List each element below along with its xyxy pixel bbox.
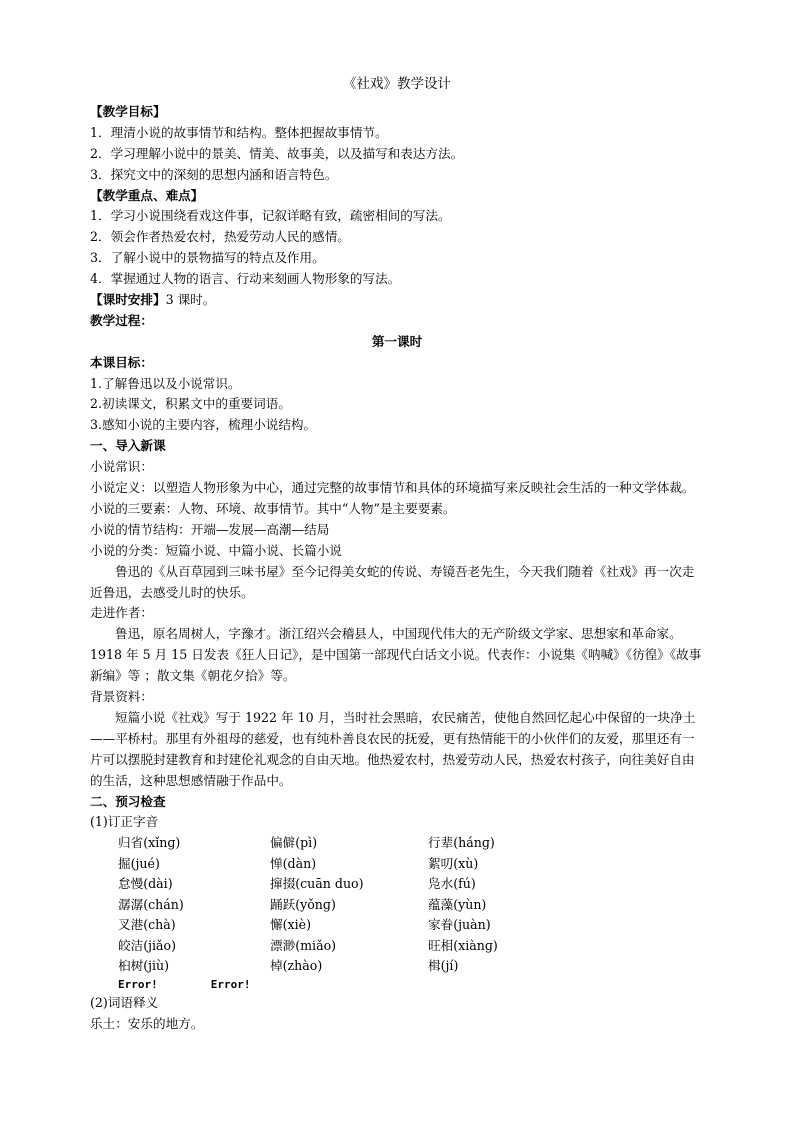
paragraph: 小说定义：以塑造人物形象为中心，通过完整的故事情节和具体的环境描写来反映社会生活的一种文学体裁。 (90, 480, 695, 496)
schedule-line (90, 290, 704, 311)
author-works-paragraph: 1918 年 5 月 15 日发表《狂人日记》，是中国第一部现代白话文小说。代表作：小说集《呐喊》《彷徨》《故事新编》等 ；散文集《朝花夕拾》等。 (90, 647, 702, 684)
pinyin-row (90, 874, 704, 895)
pinyin-cell: 漂渺(miǎo) (270, 937, 337, 953)
schedule-value: 3 课时。 (165, 292, 216, 308)
vocab-heading: (2)词语释义 (90, 994, 159, 1010)
pinyin-cell: 棹(zhào) (270, 958, 323, 974)
intro-paragraph: 鲁迅的《从百草园到三味书屋》至今记得美女蛇的传说、寿镜吾老先生，今天我们随着《社戏》再一次走近鲁迅，去感受儿时的快乐。 (90, 563, 695, 600)
pinyin-cell: 家眷(juàn) (428, 917, 491, 933)
objectives-heading: 本课目标： (90, 354, 153, 370)
pinyin-cell: 归省(xǐnɡ) (118, 835, 181, 851)
objective-item: 2.初读课文，积累文中的重要词语。 (90, 396, 291, 412)
paragraph: 小说的分类：短篇小说、中篇小说、长篇小说 (90, 542, 342, 558)
pinyin-cell: 叉港(chà) (118, 917, 176, 933)
focus-item: 1．学习小说围绕看戏这件事，记叙详略有致，疏密相间的写法。 (90, 208, 451, 224)
pinyin-cell: 掘(jué) (118, 855, 160, 871)
pinyin-cell: 皎洁(jiǎo) (118, 937, 177, 953)
pinyin-cell: 行辈(hánɡ) (428, 835, 495, 851)
section-heading-schedule: 【课时安排】 (90, 292, 166, 308)
objective-item: 3.感知小说的主要内容，梳理小说结构。 (90, 417, 317, 433)
pinyin-row (90, 915, 704, 936)
pinyin-cell: 蕴藻(yùn) (428, 896, 487, 912)
pinyin-cell: 惮(dàn) (270, 855, 317, 871)
document-title: 《社戏》教学设计 (343, 76, 451, 92)
section-heading-goals: 【教学目标】 (90, 104, 166, 119)
lesson-heading: 第一课时 (371, 333, 423, 349)
background-paragraph: 短篇小说《社戏》写于 1922 年 10 月，当时社会黑暗，农民痛苦，使他自然回忆起心中保留的一块净土——平桥村。那里有外祖母的慈爱，也有纯朴善良农民的抚爱，更有热情能干的小伙伴们的友爱，那里还有一片可以摆脱封建教育和封建伦礼观念的自由天地。他热爱农村，热爱劳动人民，热爱农村孩子，向往美好自由的生活，这种思想感情融于作品中。 (90, 709, 696, 788)
pinyin-cell: 凫水(fú) (428, 876, 476, 892)
pinyin-row (90, 936, 704, 957)
pinyin-row (90, 833, 704, 854)
focus-item: 2．领会作者热爱农村，热爱劳动人民的感情。 (90, 229, 350, 245)
pinyin-cell: 懈(xiè) (270, 917, 312, 933)
pinyin-row (90, 895, 704, 916)
pinyin-heading: (1)订正字音 (90, 814, 159, 830)
paragraph: 小说常识： (90, 459, 153, 475)
section-heading-preview: 二、预习检查 (90, 793, 166, 809)
goal-item: 3．探究文中的深刻的思想内涵和语言特色。 (90, 166, 338, 182)
objective-item: 1.了解鲁迅以及小说常识。 (90, 375, 241, 391)
goal-item: 1．理清小说的故事情节和结构。整体把握故事情节。 (90, 124, 388, 140)
section-heading-focus: 【教学重点、难点】 (90, 187, 204, 203)
pinyin-cell: 踊跃(yǒnɡ) (270, 896, 336, 912)
background-heading: 背景资料： (90, 689, 153, 705)
author-heading: 走进作者： (90, 605, 153, 621)
goal-item: 2．学习理解小说中的景美、情美、故事美，以及描写和表达方法。 (90, 145, 464, 161)
focus-item: 3．了解小说中的景物描写的特点及作用。 (90, 250, 325, 266)
paragraph: 小说的情节结构：开端—发展—高潮—结局 (90, 521, 330, 537)
pinyin-cell: 楫(jí) (428, 958, 459, 974)
pinyin-cell: 旺相(xiànɡ) (428, 937, 498, 953)
focus-item: 4．掌握通过人物的语言、行动来刻画人物形象的写法。 (90, 271, 401, 287)
pinyin-cell: 怠慢(dài) (118, 876, 173, 892)
section-heading-process: 教学过程： (90, 312, 153, 328)
pinyin-row (90, 956, 704, 977)
pinyin-cell: 潺潺(chán) (118, 896, 184, 912)
pinyin-cell: 偏僻(pì) (270, 835, 318, 851)
author-paragraph: 鲁迅，原名周树人，字豫才。浙江绍兴会稽县人，中国现代伟大的无产阶级文学家、思想家和革命家。 (115, 626, 682, 642)
pinyin-cell: 桕树(jiù) (118, 958, 170, 974)
pinyin-cell: 絮叨(xù) (428, 855, 479, 871)
paragraph: 小说的三要素：人物、环境、故事情节。其中“人物”是主要要素。 (90, 500, 456, 516)
document-page (90, 72, 704, 1035)
pinyin-cell: 撺掇(cuān duo) (270, 876, 364, 892)
vocab-item: 乐土：安乐的地方。 (90, 1015, 204, 1031)
pinyin-row (90, 854, 704, 875)
section-heading-intro: 一、导入新课 (90, 438, 166, 454)
field-error-text: Error! Error! (118, 977, 251, 991)
